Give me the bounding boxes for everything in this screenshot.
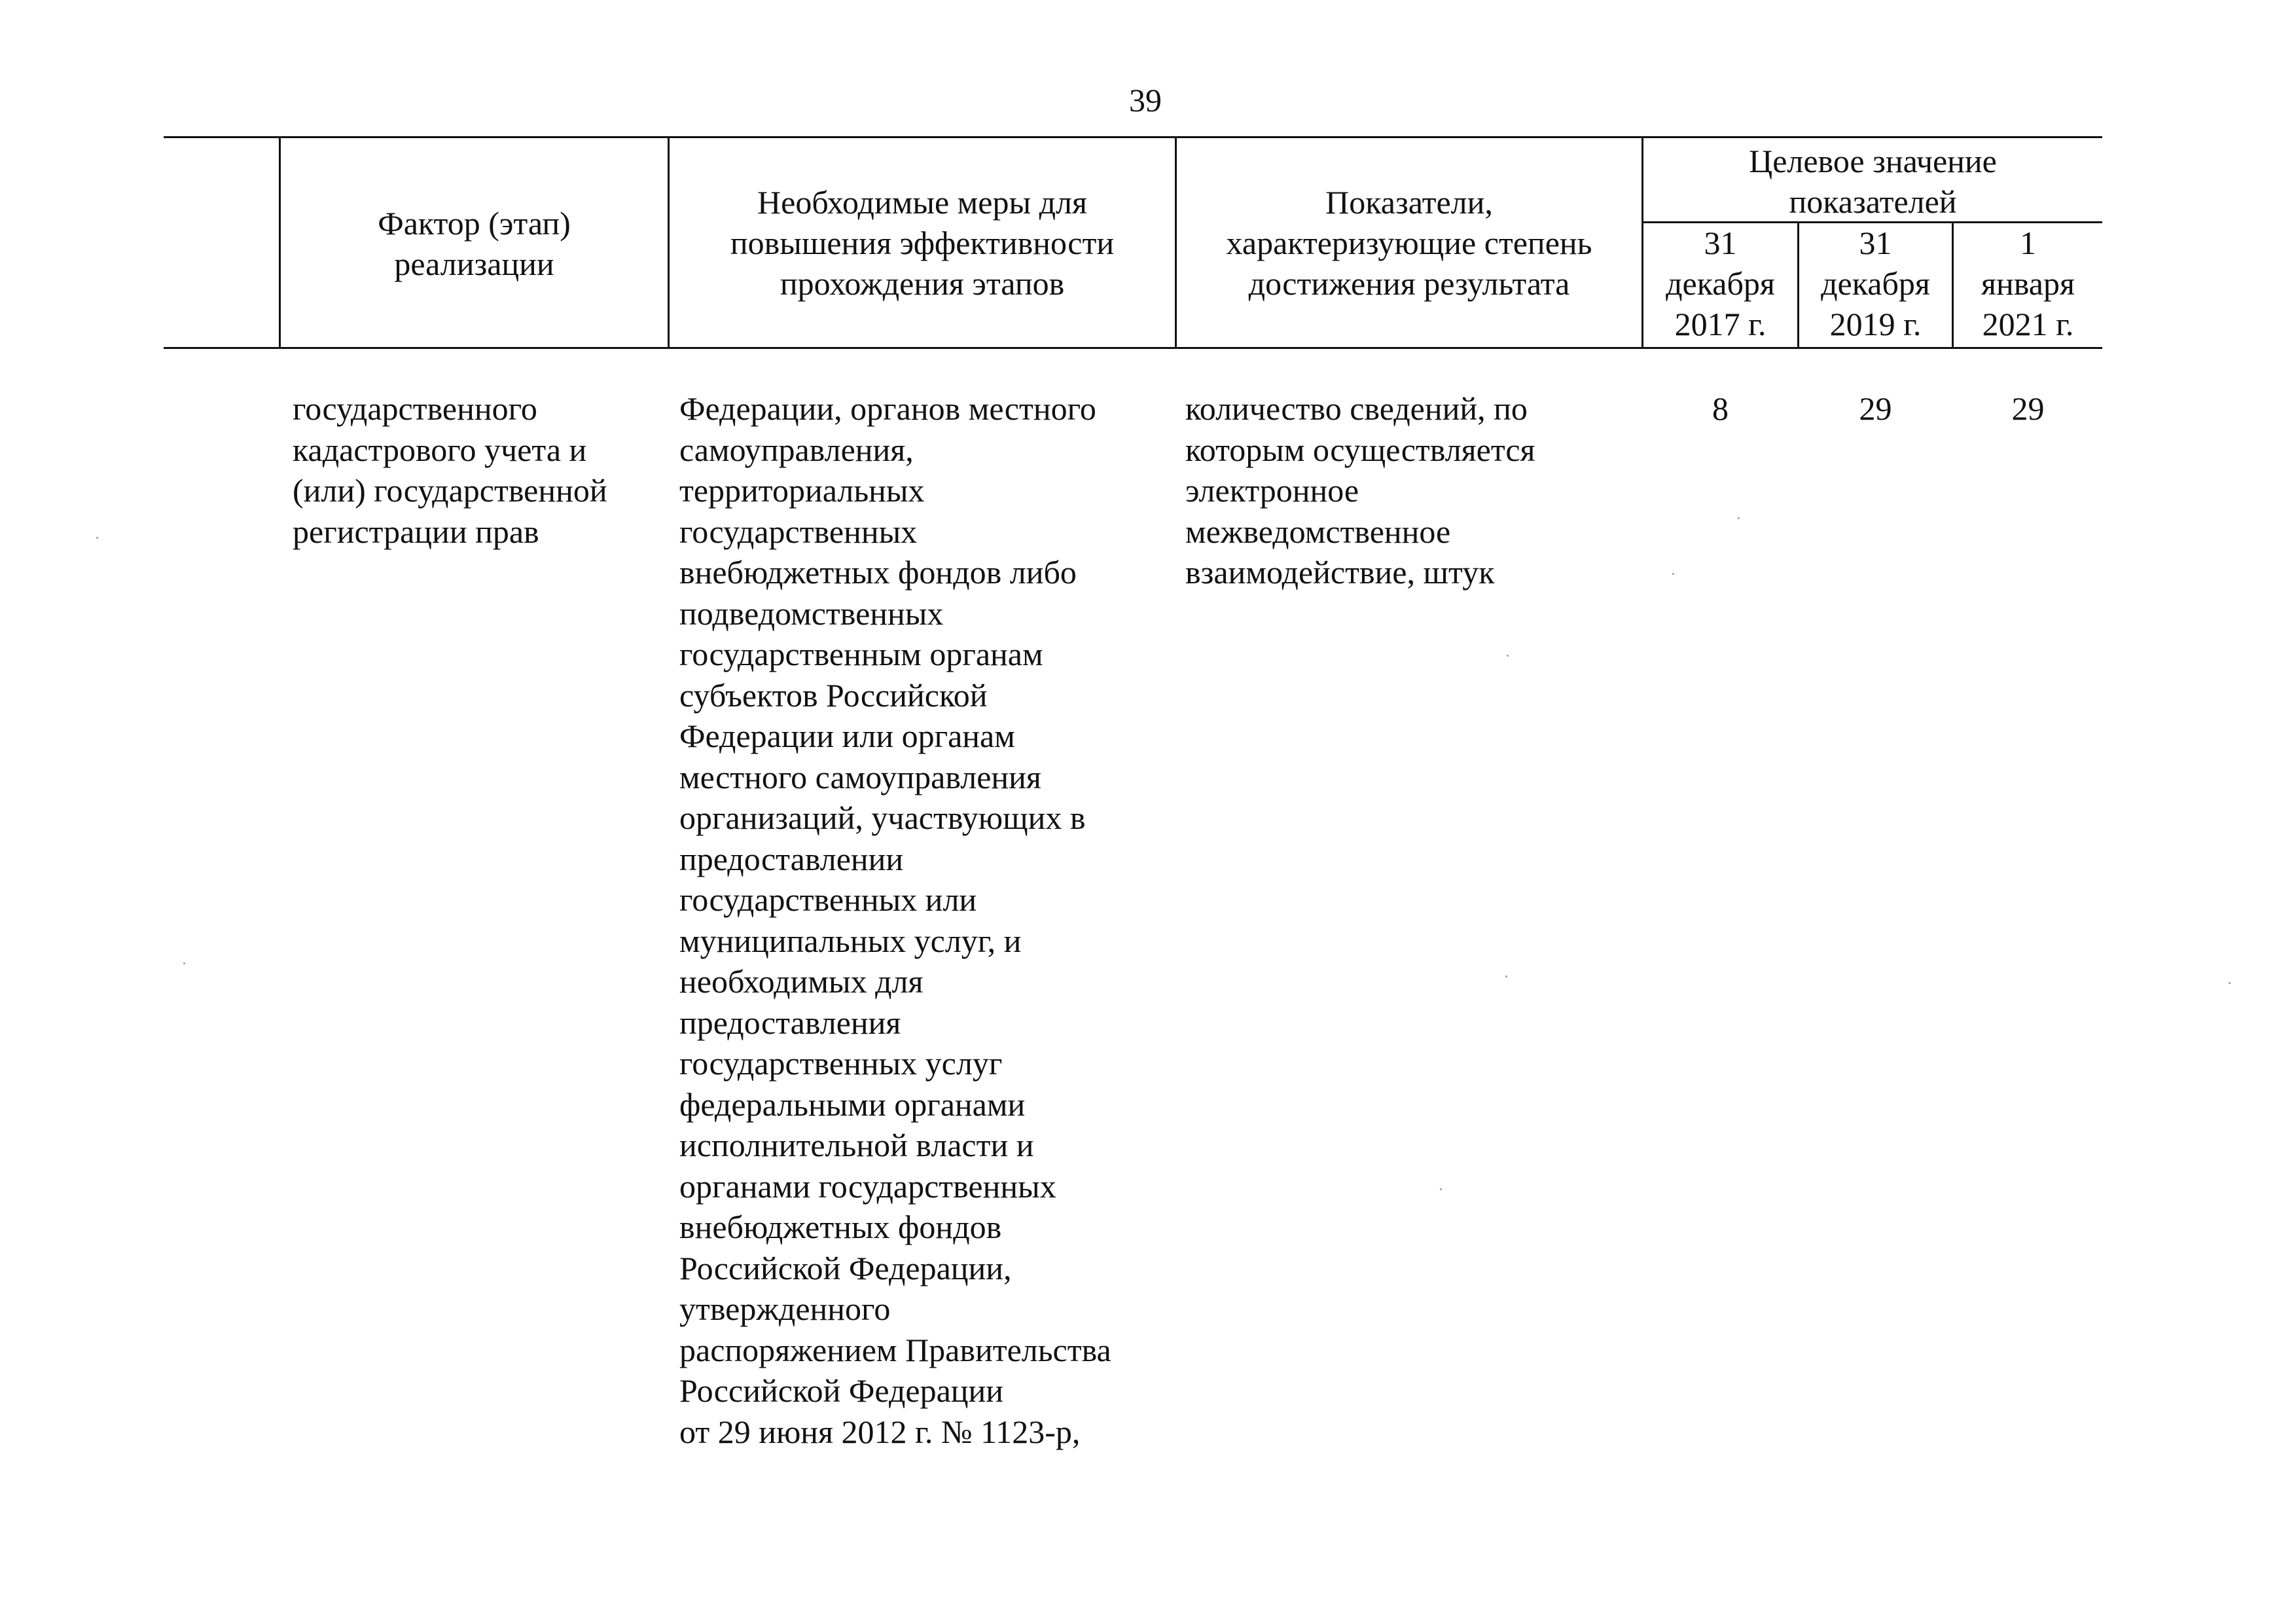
page-number: 39 (1129, 82, 1162, 119)
indicators-line: которым осуществляется (1185, 431, 1535, 468)
measures-line: распоряжением Правительства (679, 1331, 1111, 1368)
header-factor (281, 203, 668, 284)
measures-line: необходимых для (679, 963, 924, 1000)
scan-speck (1507, 655, 1509, 657)
date-line: 1 (2020, 225, 2036, 261)
measures-line: внебюджетных фондов либо (679, 554, 1077, 591)
value-2017: 8 (1712, 390, 1729, 427)
date-line: 2019 г. (1829, 306, 1922, 342)
header-indicators-line: достижения результата (1248, 265, 1570, 302)
measures-line: органами государственных (679, 1167, 1056, 1205)
measures-line: федеральными органами (679, 1085, 1026, 1123)
date-line: 2017 г. (1674, 306, 1767, 342)
table-header-bottom-rule (164, 347, 2102, 349)
measures-line: субъектов Российской (679, 676, 988, 714)
measures-line: территориальных (679, 472, 925, 509)
header-factor-line: Фактор (этап) (378, 205, 571, 242)
date-line: декабря (1666, 265, 1775, 302)
scan-speck (1505, 976, 1507, 977)
header-indicators (1177, 182, 1641, 304)
scan-speck (1672, 573, 1674, 575)
value-2019: 29 (1859, 390, 1892, 427)
measures-line: организаций, участвующих в (679, 799, 1086, 836)
header-date-2017 (1643, 223, 1797, 344)
date-line: 31 (1704, 225, 1737, 261)
header-factor-line: реализации (394, 246, 554, 282)
measures-line: муниципальных услуг, и (679, 922, 1022, 959)
measures-line: Российской Федерации (679, 1372, 1004, 1409)
measures-line: предоставлении (679, 840, 904, 877)
measures-cell (679, 388, 1111, 1452)
indicators-line: электронное (1185, 472, 1359, 509)
header-target-values (1643, 141, 2102, 222)
factor-line: государственного (293, 390, 537, 427)
measures-line: предоставления (679, 1004, 901, 1041)
indicators-line: межведомственное (1185, 513, 1451, 550)
measures-line: государственных или (679, 881, 977, 918)
header-target-line: Целевое значение (1749, 143, 1997, 179)
indicators-line: взаимодействие, штук (1185, 554, 1495, 591)
indicators-cell (1185, 388, 1535, 593)
measures-line: местного самоуправления (679, 758, 1041, 795)
measures-line: самоуправления, (679, 431, 914, 468)
scan-speck (1440, 1188, 1442, 1190)
measures-line: Российской Федерации, (679, 1249, 1012, 1286)
measures-line: государственных услуг (679, 1045, 1003, 1082)
date-line: 2021 г. (1982, 306, 2074, 342)
factor-line: регистрации прав (293, 513, 539, 550)
measures-line: Федерации, органов местного (679, 390, 1096, 427)
factor-line: (или) государственной (293, 472, 607, 509)
scan-speck (1738, 517, 1740, 519)
indicators-line: количество сведений, по (1185, 390, 1528, 427)
header-measures-line: повышения эффективности (730, 225, 1115, 261)
scan-speck (183, 962, 185, 964)
factor-cell (293, 388, 607, 552)
date-line: декабря (1821, 265, 1930, 302)
table-top-rule (164, 136, 2102, 138)
header-measures (670, 182, 1175, 304)
measures-line: подведомственных (679, 594, 944, 632)
header-measures-line: Необходимые меры для (757, 184, 1087, 221)
measures-line: исполнительной власти и (679, 1127, 1034, 1163)
measures-line: государственных (679, 513, 918, 550)
measures-line: утвержденного (679, 1290, 891, 1327)
header-indicators-line: Показатели, (1325, 184, 1493, 221)
measures-line: от 29 июня 2012 г. № 1123-р, (679, 1413, 1081, 1450)
factor-line: кадастрового учета и (293, 431, 587, 468)
header-measures-line: прохождения этапов (780, 265, 1065, 302)
date-line: 31 (1859, 225, 1892, 261)
header-indicators-line: характеризующие степень (1226, 225, 1592, 261)
measures-line: государственным органам (679, 636, 1043, 672)
header-target-line: показателей (1789, 183, 1957, 220)
header-date-2021 (1954, 223, 2102, 344)
date-line: января (1981, 265, 2075, 302)
measures-line: Федерации или органам (679, 718, 1015, 754)
scan-speck (96, 537, 98, 539)
value-2021: 29 (2011, 390, 2045, 427)
scan-speck (2229, 982, 2231, 984)
header-date-2019 (1799, 223, 1952, 344)
measures-line: внебюджетных фондов (679, 1209, 1002, 1245)
